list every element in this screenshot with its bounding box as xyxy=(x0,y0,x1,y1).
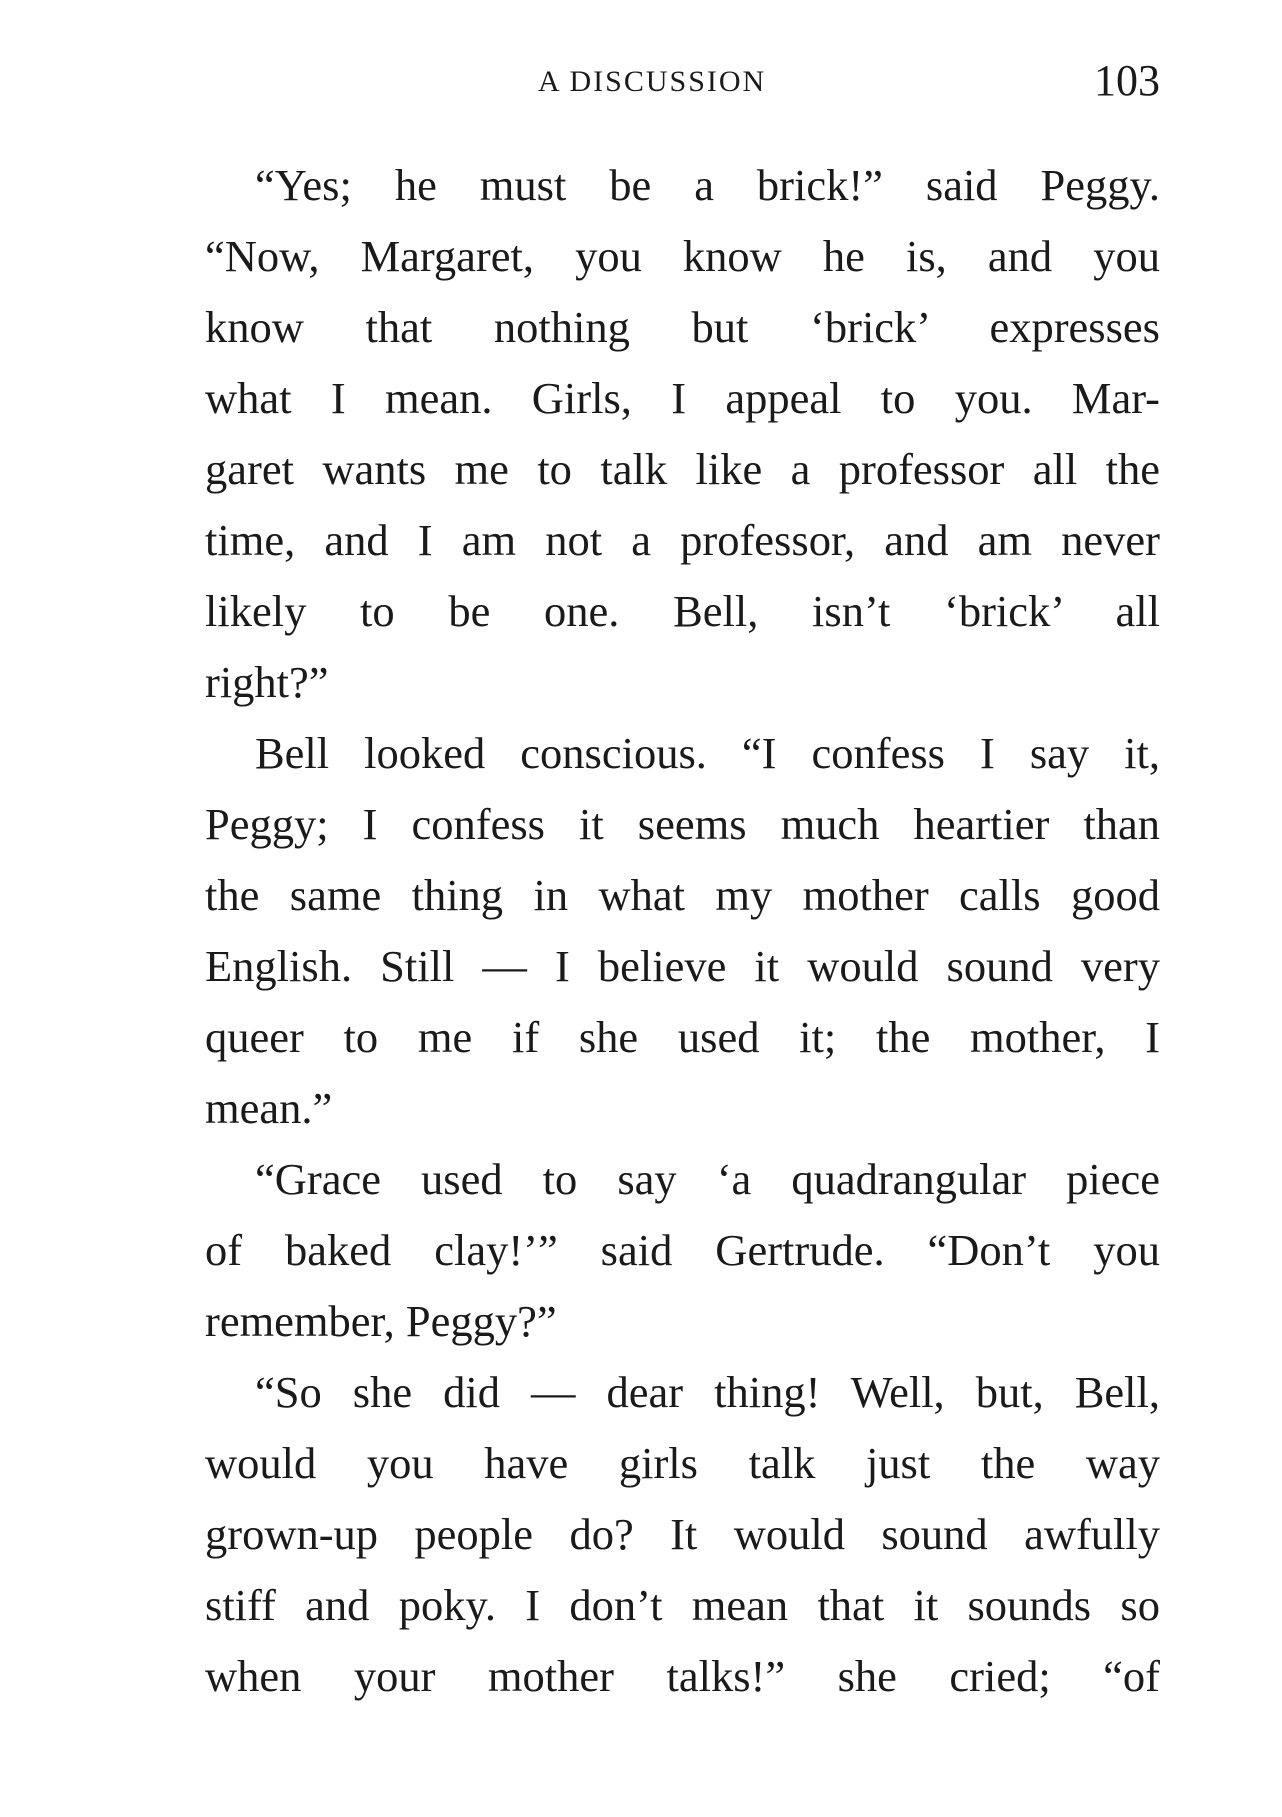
text-line: “Yes; he must be a brick!” said Peggy. xyxy=(255,160,1160,210)
text-line: of baked clay!’” said Gertrude. “Don’t you xyxy=(205,1225,1160,1275)
text-line: mean.” xyxy=(205,1083,333,1133)
text-line: likely to be one. Bell, isn’t ‘brick’ all xyxy=(205,586,1160,636)
text-line: English. Still — I believe it would sound very xyxy=(205,941,1160,991)
text-line: the same thing in what my mother calls good xyxy=(205,870,1160,920)
text-line: queer to me if she used it; the mother, I xyxy=(205,1012,1160,1062)
running-title: A DISCUSSION xyxy=(538,65,767,98)
body-text xyxy=(205,150,1160,1712)
text-line: “Grace used to say ‘a quadrangular piece xyxy=(255,1154,1160,1204)
text-line: time, and I am not a professor, and am never xyxy=(205,515,1160,565)
paragraph xyxy=(205,1144,1160,1357)
paragraph xyxy=(205,718,1160,1144)
text-line: garet wants me to talk like a professor all the xyxy=(205,444,1160,494)
text-line: “So she did — dear thing! Well, but, Bell, xyxy=(255,1367,1160,1417)
page-number: 103 xyxy=(1094,56,1160,105)
text-line: grown-up people do? It would sound awfully xyxy=(205,1509,1160,1559)
text-line: what I mean. Girls, I appeal to you. Mar- xyxy=(205,373,1160,423)
paragraph xyxy=(205,1357,1160,1712)
text-line: stiff and poky. I don’t mean that it sounds so xyxy=(205,1580,1160,1630)
text-line: Bell looked conscious. “I confess I say it, xyxy=(255,728,1160,778)
text-line: remember, Peggy?” xyxy=(205,1296,557,1346)
text-line: “Now, Margaret, you know he is, and you xyxy=(205,231,1160,281)
text-line: would you have girls talk just the way xyxy=(205,1438,1160,1488)
text-line: Peggy; I confess it seems much heartier than xyxy=(205,799,1160,849)
text-line: know that nothing but ‘brick’ expresses xyxy=(205,302,1160,352)
text-line: when your mother talks!” she cried; “of xyxy=(205,1651,1160,1701)
paragraph xyxy=(205,150,1160,718)
text-line: right?” xyxy=(205,657,329,707)
running-header xyxy=(200,55,1160,105)
